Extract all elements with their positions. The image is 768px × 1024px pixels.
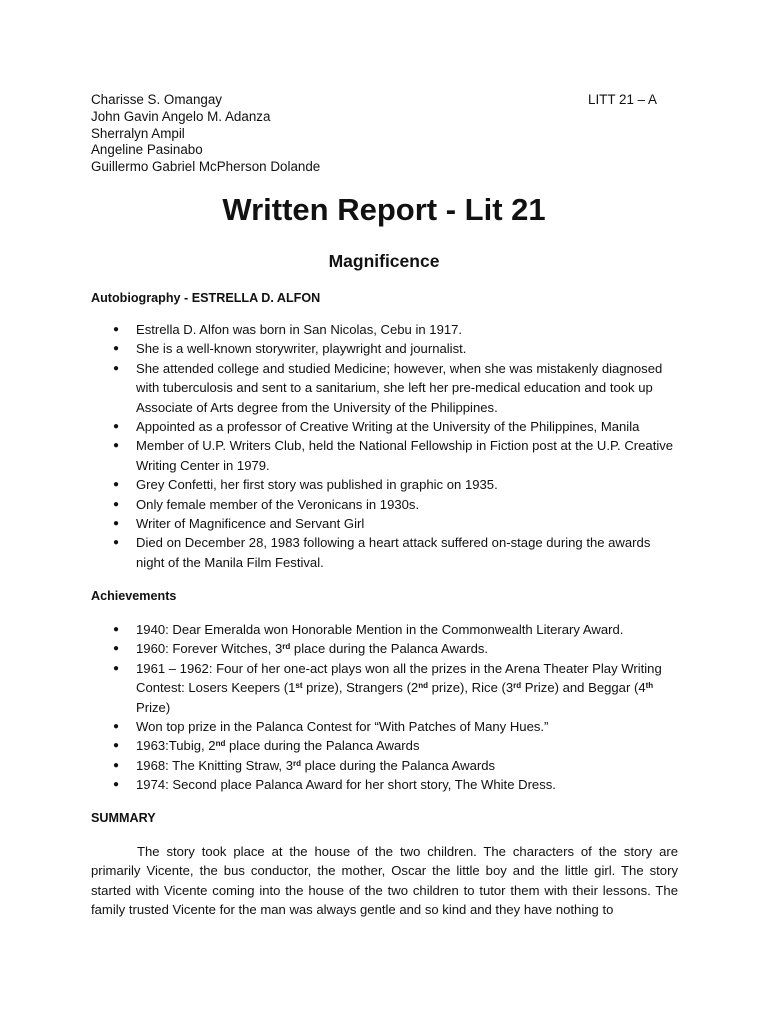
- list-item: ● 1940: Dear Emeralda won Honorable Mention in the Commonwealth Literary Award.: [91, 620, 681, 639]
- bullet-icon: ●: [113, 343, 120, 355]
- bullet-icon: ●: [113, 537, 120, 549]
- bullet-icon: ●: [113, 498, 120, 510]
- autobiography-heading: Autobiography - ESTRELLA D. ALFON: [91, 291, 321, 305]
- list-item: ● 1963:Tubig, 2nd place during the Palanca Awards: [91, 736, 681, 755]
- author-name: Charisse S. Omangay: [91, 92, 222, 107]
- bullet-icon: ●: [113, 324, 120, 335]
- bullet-icon: ●: [113, 662, 120, 674]
- summary-heading: SUMMARY: [91, 811, 156, 825]
- list-item: ● Won top prize in the Palanca Contest for “With Patches of Many Hues.”: [91, 717, 681, 736]
- bullet-icon: ●: [113, 643, 120, 655]
- bullet-icon: ●: [113, 624, 120, 635]
- list-item: ● 1968: The Knitting Straw, 3rd place during the Palanca Awards: [91, 756, 681, 775]
- bullet-icon: ●: [113, 779, 120, 791]
- achievements-list: [91, 620, 681, 795]
- bullet-icon: ●: [113, 362, 120, 374]
- bullet-icon: ●: [113, 479, 120, 491]
- author-name: Sherralyn Ampil: [91, 125, 185, 141]
- bullet-icon: ●: [113, 740, 120, 752]
- author-name: Guillermo Gabriel McPherson Dolande: [91, 159, 321, 175]
- bullet-icon: ●: [113, 721, 120, 733]
- list-item: ● 1961 – 1962: Four of her one-act plays won all the prizes in the Arena Theater Play Writing Contest: Losers Keepers (1st prize), Strangers (2nd prize), Rice (3rd Prize) and Beggar (4th Prize): [113, 660, 662, 715]
- list-item: ● Grey Confetti, her first story was published in graphic on 1935.: [91, 475, 681, 494]
- list-item: ● She attended college and studied Medicine; however, when she was mistakenly diagnosed with tuberculosis and sent to a sanitarium, she left her pre-medical education and took up Associate of Arts degree from the University of the Philippines.: [113, 360, 663, 415]
- bullet-icon: ●: [113, 421, 120, 433]
- list-item: ● 1960: Forever Witches, 3rd place during the Palanca Awards.: [91, 639, 681, 658]
- list-item: ● Only female member of the Veronicans in 1930s.: [91, 495, 681, 514]
- author-name: Angeline Pasinabo: [91, 142, 203, 158]
- course-code: LITT 21 – A: [588, 92, 657, 107]
- bullet-icon: ●: [113, 440, 120, 452]
- list-item: ● Estrella D. Alfon was born in San Nicolas, Cebu in 1917.: [91, 320, 681, 339]
- achievements-heading: Achievements: [91, 589, 177, 603]
- summary-paragraph: The story took place at the house of the two children. The characters of the story are primarily Vicente, the bus conductor, the mother, Oscar the little boy and the little girl. The story started with Vicente coming into the house of the two children to tutor them with their lessons. The family trusted Vicente for the man was always gentle and so kind and they have nothing to: [91, 844, 678, 918]
- autobiography-list: [91, 320, 681, 572]
- bullet-icon: ●: [113, 518, 120, 530]
- author-name: John Gavin Angelo M. Adanza: [91, 108, 271, 124]
- list-item: ● Appointed as a professor of Creative Writing at the University of the Philippines, Manila: [91, 417, 681, 436]
- author-list: [91, 92, 320, 176]
- list-item: ● Died on December 28, 1983 following a heart attack suffered on-stage during the awards night of the Manila Film Festival.: [113, 535, 651, 570]
- document-title: Written Report - Lit 21: [222, 192, 546, 227]
- list-item: ● She is a well-known storywriter, playwright and journalist.: [91, 339, 681, 358]
- list-item: ● Member of U.P. Writers Club, held the National Fellowship in Fiction post at the U.P. Creative Writing Center in 1979.: [113, 438, 674, 473]
- bullet-icon: ●: [113, 759, 120, 771]
- document-subtitle: Magnificence: [328, 251, 440, 271]
- list-item: ● Writer of Magnificence and Servant Girl: [91, 514, 681, 533]
- list-item: ● 1974: Second place Palanca Award for her short story, The White Dress.: [91, 775, 681, 794]
